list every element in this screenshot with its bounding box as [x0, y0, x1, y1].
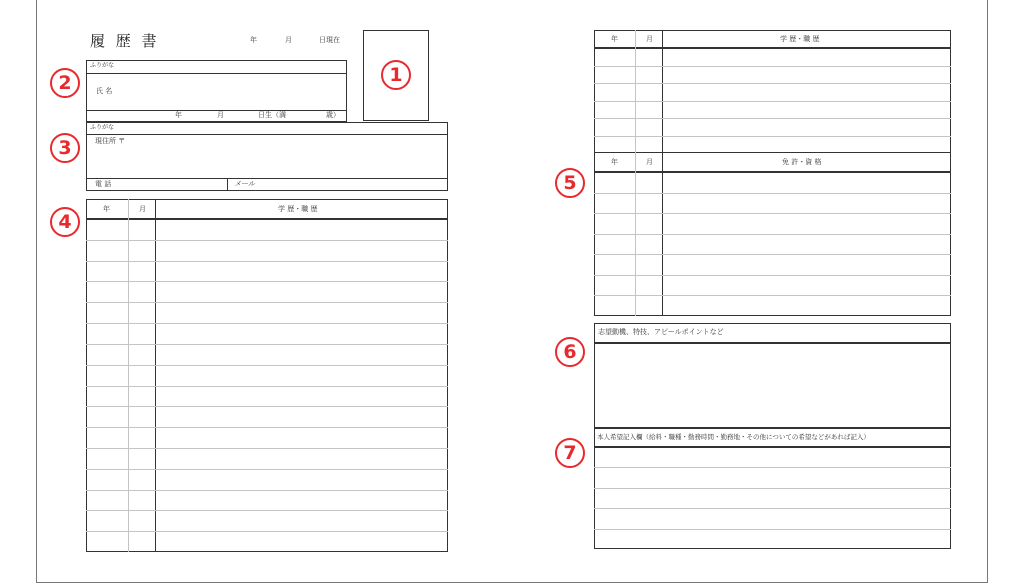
address-label: 現住所 〒	[95, 137, 126, 145]
history-left-row[interactable]	[86, 302, 448, 303]
history-left-col-content: 学 歴・職 歴	[278, 205, 318, 213]
motivation-box[interactable]	[594, 323, 951, 428]
history-left-row[interactable]	[86, 531, 448, 532]
history-right-col-divider-1	[635, 30, 636, 153]
motivation-label: 志望動機、特技、アピールポイントなど	[598, 328, 724, 336]
history-left-row[interactable]	[86, 281, 448, 282]
history-left-row[interactable]	[86, 240, 448, 241]
history-left-row[interactable]	[86, 386, 448, 387]
history-left-row[interactable]	[86, 323, 448, 324]
date-month-label: 月	[285, 36, 292, 44]
requests-label: 本人希望記入欄（給料・職種・勤務時間・勤務地・その他についての希望などがあれば記入）	[597, 433, 870, 441]
name-furigana-label: ふりがな	[90, 62, 115, 69]
history-right-header-divider	[594, 47, 951, 49]
history-left-row[interactable]	[86, 344, 448, 345]
history-left-row[interactable]	[86, 448, 448, 449]
marker-5: 5	[555, 168, 585, 198]
marker-1: 1	[381, 60, 411, 90]
licenses-col-content: 免 許・資 格	[782, 158, 822, 166]
phone-label: 電 話	[95, 180, 112, 188]
address-section	[86, 122, 448, 191]
requests-row[interactable]	[594, 508, 951, 509]
history-left-col-divider-2	[155, 199, 156, 552]
licenses-row[interactable]	[594, 295, 951, 296]
history-right-row[interactable]	[594, 101, 951, 102]
history-left-col-divider-1	[128, 199, 129, 552]
history-left-row[interactable]	[86, 427, 448, 428]
birth-day-label: 日生（満	[258, 111, 286, 119]
requests-row[interactable]	[594, 529, 951, 530]
licenses-row[interactable]	[594, 234, 951, 235]
history-right-col-month: 月	[646, 35, 653, 43]
name-label: 氏 名	[96, 87, 113, 95]
licenses-col-year: 年	[611, 158, 618, 166]
history-right-col-divider-2	[662, 30, 663, 153]
history-right-col-year: 年	[611, 35, 618, 43]
date-suffix-label: 日現在	[319, 36, 340, 44]
email-label: メール	[234, 180, 255, 188]
history-left-col-month: 月	[139, 205, 146, 213]
marker-6: 6	[555, 337, 585, 367]
history-left-row[interactable]	[86, 261, 448, 262]
marker-2: 2	[50, 68, 80, 98]
birth-year-label: 年	[175, 111, 182, 119]
address-furigana-label: ふりがな	[90, 124, 115, 131]
history-left-header-divider	[86, 218, 448, 220]
birth-month-label: 月	[217, 111, 224, 119]
requests-row[interactable]	[594, 467, 951, 468]
history-right-row[interactable]	[594, 83, 951, 84]
age-suffix-label: 歳）	[326, 111, 340, 119]
licenses-header-divider	[594, 171, 951, 173]
name-furigana-divider	[86, 73, 347, 74]
resume-title: 履 歴 書	[90, 32, 160, 50]
history-left-row[interactable]	[86, 510, 448, 511]
licenses-row[interactable]	[594, 213, 951, 214]
address-contact-divider	[86, 178, 448, 179]
history-left-row[interactable]	[86, 365, 448, 366]
requests-row[interactable]	[594, 488, 951, 489]
address-furigana-divider	[86, 134, 448, 135]
marker-7: 7	[555, 438, 585, 468]
history-right-col-content: 学 歴・職 歴	[780, 35, 820, 43]
history-left-col-year: 年	[103, 205, 110, 213]
marker-4: 4	[50, 207, 80, 237]
history-left-row[interactable]	[86, 490, 448, 491]
history-left-row[interactable]	[86, 469, 448, 470]
history-table-left	[86, 199, 448, 552]
phone-email-divider	[227, 178, 228, 191]
history-right-row[interactable]	[594, 66, 951, 67]
history-right-row[interactable]	[594, 136, 951, 137]
date-year-label: 年	[250, 36, 257, 44]
licenses-row[interactable]	[594, 275, 951, 276]
licenses-col-month: 月	[646, 158, 653, 166]
licenses-row[interactable]	[594, 193, 951, 194]
motivation-header-divider	[594, 342, 951, 344]
history-right-row[interactable]	[594, 118, 951, 119]
history-left-row[interactable]	[86, 406, 448, 407]
marker-3: 3	[50, 133, 80, 163]
requests-header-divider	[594, 446, 951, 448]
licenses-row[interactable]	[594, 254, 951, 255]
